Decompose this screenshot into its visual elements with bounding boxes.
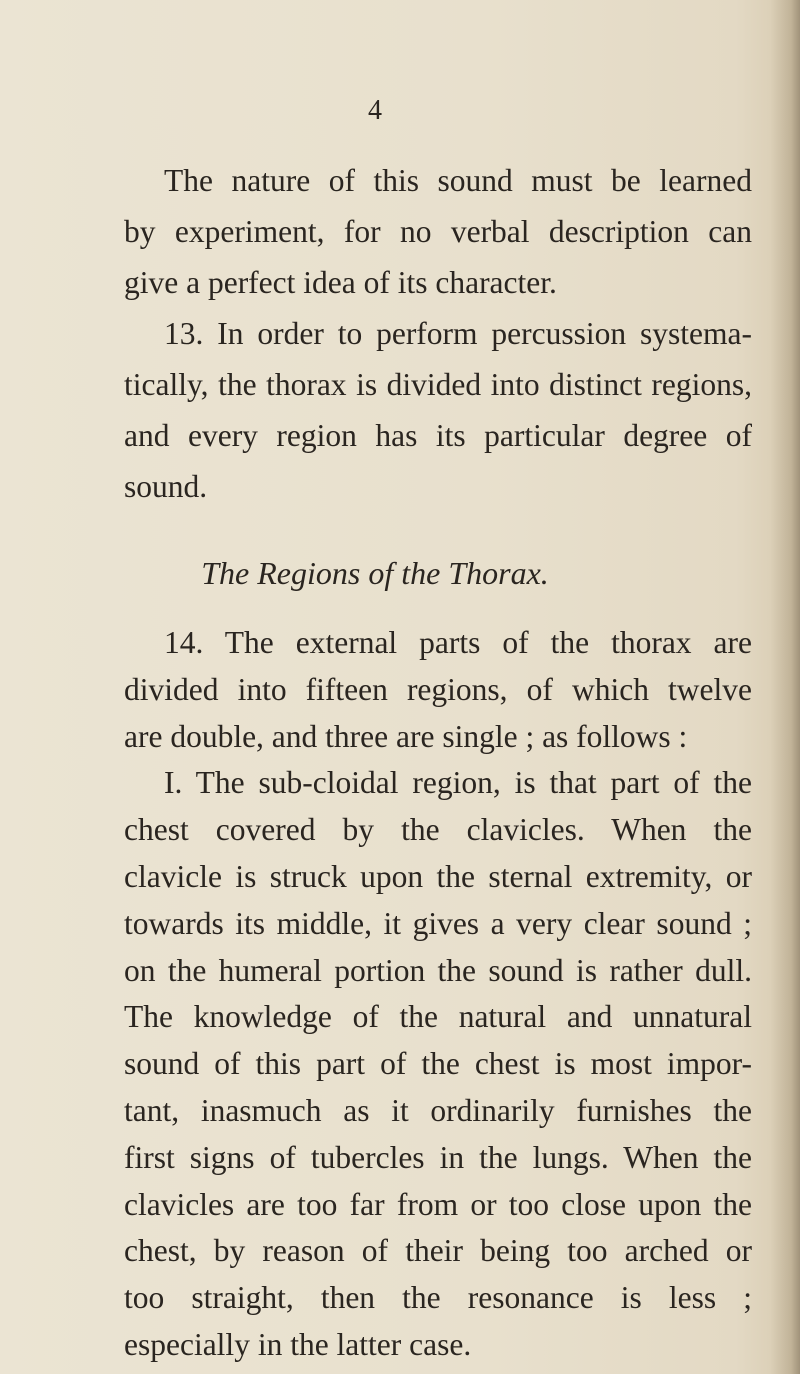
text-line: are double, and three are single ; as follows : xyxy=(124,719,688,754)
text-line: on the humeral portion the sound is rather dull. xyxy=(124,953,752,988)
text-line: The nature of this sound must be learned xyxy=(164,163,752,198)
text-line: sound. xyxy=(124,469,208,504)
paragraph-13-start: 13. In order to perform percussion systema- xyxy=(164,316,752,351)
text-line: tically, the thorax is divided into distinct regions, xyxy=(124,367,752,402)
text-line: divided into fifteen regions, of which twelve xyxy=(124,672,752,707)
item-I-start: I. The sub-cloidal region, is that part of the xyxy=(164,765,752,800)
text-line: too straight, then the resonance is less ; xyxy=(124,1280,752,1315)
text-line: first signs of tubercles in the lungs. When the xyxy=(124,1140,752,1175)
text-line: clavicle is struck upon the sternal extremity, or xyxy=(124,859,752,894)
text-line: chest covered by the clavicles. When the xyxy=(124,812,752,847)
text-line: give a perfect idea of its character. xyxy=(124,265,557,300)
text-line: towards its middle, it gives a very clear sound ; xyxy=(124,906,752,941)
text-line-final: especially in the latter case. xyxy=(124,1327,472,1362)
page-number: 4 xyxy=(368,95,382,126)
text-line: clavicles are too far from or too close upon the xyxy=(124,1187,752,1222)
section-heading: The Regions of the Thorax. xyxy=(201,555,549,591)
text-line: The knowledge of the natural and unnatural xyxy=(124,999,752,1034)
page-edge-shadow xyxy=(770,0,800,1374)
text-line: by experiment, for no verbal description can xyxy=(124,214,752,249)
text-line: tant, inasmuch as it ordinarily furnishes the xyxy=(124,1093,752,1128)
text-line: chest, by reason of their being too arched or xyxy=(124,1233,752,1268)
text-line: and every region has its particular degree of xyxy=(124,418,752,453)
paragraph-14-start: 14. The external parts of the thorax are xyxy=(164,625,752,660)
text-line: sound of this part of the chest is most impor- xyxy=(124,1046,752,1081)
